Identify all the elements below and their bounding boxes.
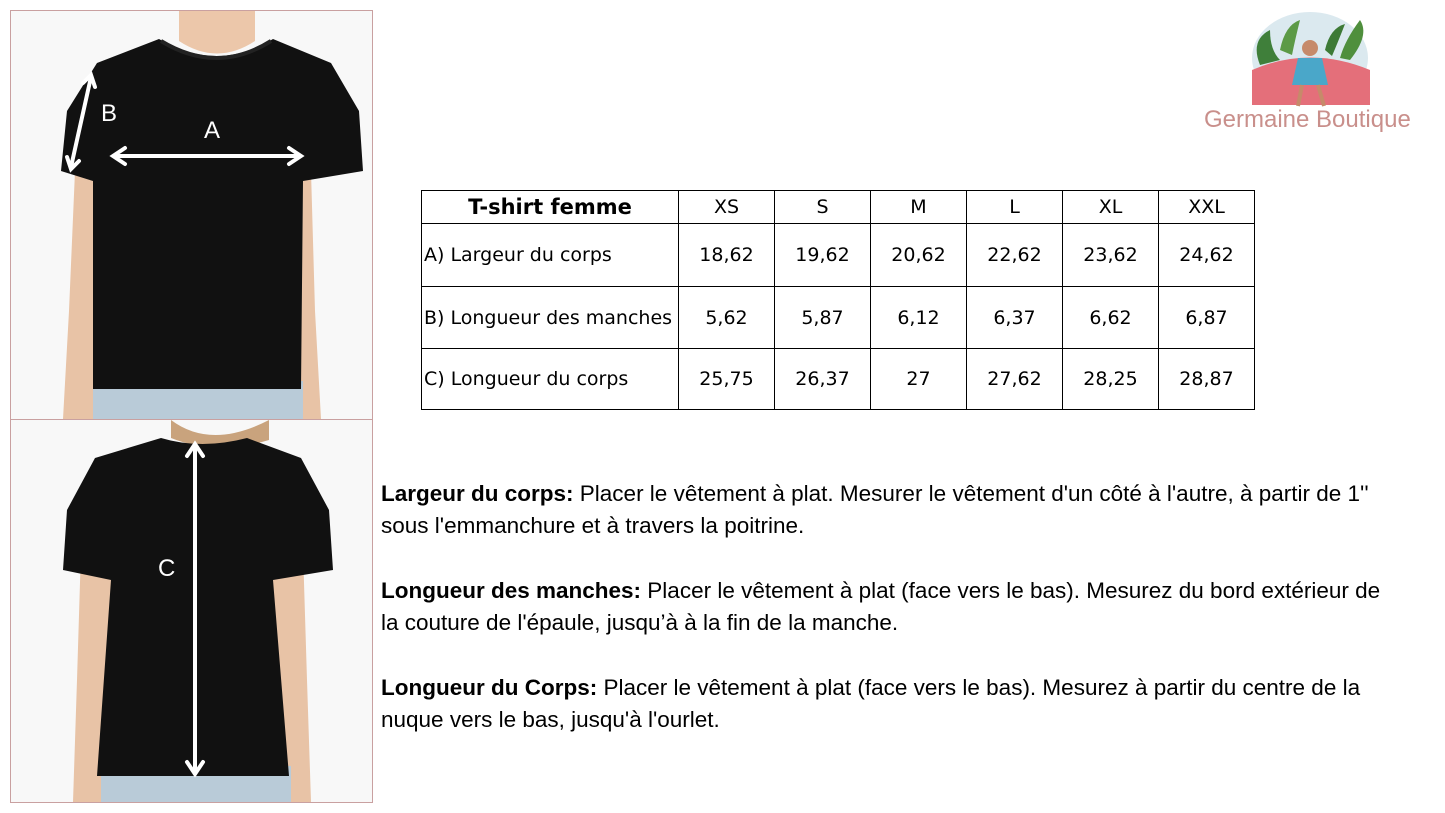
row-label: C) Longueur du corps: [422, 349, 679, 410]
table-cell: 25,75: [679, 349, 775, 410]
instruction-text: Placer le vêtement à plat. Mesurer le vêtement d'un côté à l'autre, à partir de 1'' sous l'emmanchure et à travers la poitrine.: [381, 481, 1369, 538]
table-cell: 23,62: [1063, 224, 1159, 287]
label-b: B: [101, 100, 118, 127]
table-cell: 6,62: [1063, 287, 1159, 349]
size-header: XS: [679, 191, 775, 224]
table-cell: 28,87: [1159, 349, 1255, 410]
brand-logo-illustration: [1240, 10, 1380, 110]
instruction-sleeve-length: [381, 575, 1391, 639]
size-header: M: [871, 191, 967, 224]
tshirt-front-image: [10, 10, 373, 420]
label-c: C: [158, 555, 176, 582]
brand-name: Germaine Boutique: [1204, 106, 1411, 133]
size-header: L: [967, 191, 1063, 224]
size-header: S: [775, 191, 871, 224]
table-cell: 5,62: [679, 287, 775, 349]
measurement-instructions: [381, 478, 1391, 769]
table-cell: 20,62: [871, 224, 967, 287]
row-label: B) Longueur des manches: [422, 287, 679, 349]
instruction-title: Longueur des manches:: [381, 578, 642, 603]
table-cell: 6,12: [871, 287, 967, 349]
row-label: A) Largeur du corps: [422, 224, 679, 287]
table-cell: 27: [871, 349, 967, 410]
tshirt-front-illustration: [11, 11, 372, 419]
table-row: [422, 349, 1255, 410]
table-cell: 28,25: [1063, 349, 1159, 410]
table-row: [422, 224, 1255, 287]
label-a: A: [204, 117, 221, 144]
instruction-text: Placer le vêtement à plat (face vers le bas). Mesurez à partir du centre de la nuque vers le bas, jusqu'à l'ourlet.: [381, 675, 1361, 732]
size-table: [421, 190, 1255, 410]
table-cell: 27,62: [967, 349, 1063, 410]
instruction-title: Longueur du Corps:: [381, 675, 598, 700]
instruction-body-length: [381, 672, 1391, 736]
size-table-header: [422, 191, 1255, 224]
instruction-title: Largeur du corps:: [381, 481, 574, 506]
table-cell: 26,37: [775, 349, 871, 410]
size-header: XXL: [1159, 191, 1255, 224]
tshirt-back-illustration: [11, 420, 372, 802]
instruction-text: Placer le vêtement à plat (face vers le bas). Mesurez du bord extérieur de la couture de l'épaule, jusqu’à à la fin de la manche.: [381, 578, 1381, 635]
table-cell: 18,62: [679, 224, 775, 287]
table-cell: 19,62: [775, 224, 871, 287]
instruction-body-width: [381, 478, 1391, 542]
tshirt-back-image: [10, 419, 373, 803]
brand-logo: [1200, 10, 1425, 140]
size-header: XL: [1063, 191, 1159, 224]
table-cell: 22,62: [967, 224, 1063, 287]
table-cell: 6,37: [967, 287, 1063, 349]
table-cell: 6,87: [1159, 287, 1255, 349]
table-cell: 24,62: [1159, 224, 1255, 287]
table-cell: 5,87: [775, 287, 871, 349]
table-title: T-shirt femme: [422, 191, 679, 224]
table-row: [422, 287, 1255, 349]
